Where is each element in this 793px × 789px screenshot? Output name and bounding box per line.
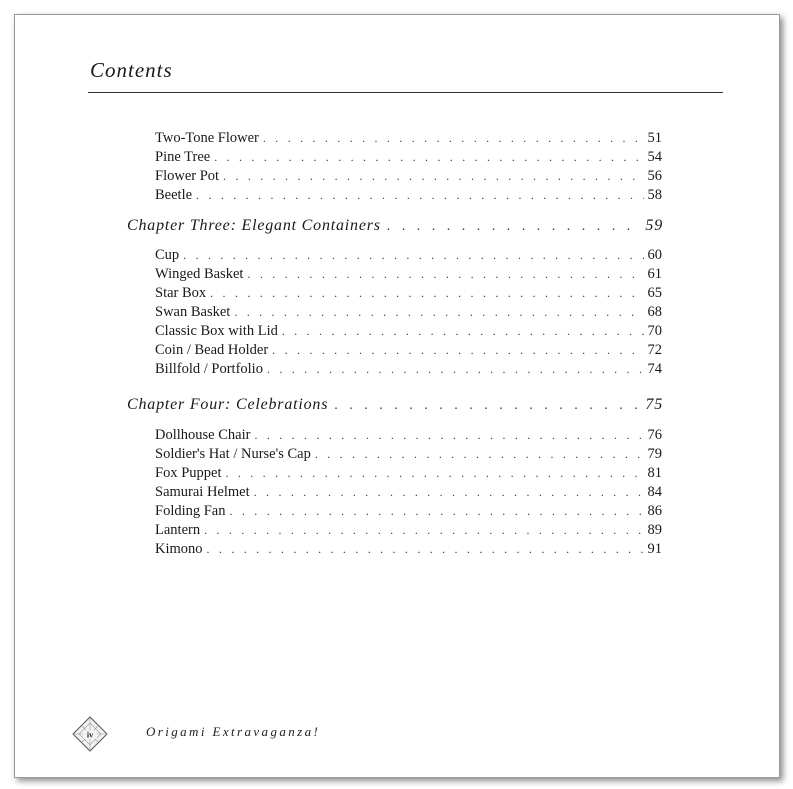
toc-entry[interactable]: Billfold / Portfolio . . . 74 (155, 360, 662, 379)
toc-chapter-three[interactable] (127, 217, 663, 239)
toc-section-prev (155, 129, 662, 205)
header-rule (88, 92, 723, 93)
toc-entry[interactable]: Classic Box with Lid . . . 70 (155, 322, 662, 341)
toc-entry[interactable]: Coin / Bead Holder . . . 72 (155, 341, 662, 360)
toc-chapter-four[interactable] (127, 396, 663, 418)
toc-entry[interactable]: Kimono . . . 91 (155, 540, 662, 559)
toc-entry[interactable]: Samurai Helmet . . . 84 (155, 483, 662, 502)
toc-entry[interactable]: Swan Basket . . . 68 (155, 303, 662, 322)
page-title: Contents (90, 58, 173, 82)
toc-entry[interactable]: Pine Tree . . . 54 (155, 148, 662, 167)
chapter-title: Chapter Four: Celebrations (127, 396, 329, 413)
footer-book-title: Origami Extravaganza! (146, 724, 321, 739)
toc-entry[interactable]: Fox Puppet . . . 81 (155, 464, 662, 483)
chapter-title: Chapter Three: Elegant Containers (127, 217, 381, 234)
toc-entry[interactable]: Lantern . . . 89 (155, 521, 662, 540)
chapter-page: 59 (645, 217, 663, 234)
toc-entry[interactable]: Dollhouse Chair . . . 76 (155, 426, 662, 445)
toc-entry[interactable]: Soldier's Hat / Nurse's Cap . . . 79 (155, 445, 662, 464)
toc-entry[interactable]: Folding Fan . . . 86 (155, 502, 662, 521)
toc-entry[interactable]: Flower Pot . . . 56 (155, 167, 662, 186)
toc-entry[interactable]: Beetle . . . 58 (155, 186, 662, 205)
toc-entry[interactable]: Winged Basket . . . 61 (155, 265, 662, 284)
chapter-page: 75 (645, 396, 663, 413)
diamond-star-icon (72, 716, 108, 752)
toc-chapter-three-items (155, 246, 662, 379)
toc-entry[interactable]: Star Box . . . 65 (155, 284, 662, 303)
toc-entry[interactable]: Two-Tone Flower . . . 51 (155, 129, 662, 148)
footer-page-number: iv (86, 730, 94, 740)
toc-chapter-four-items (155, 426, 662, 559)
toc-entry[interactable]: Cup . . . 60 (155, 246, 662, 265)
